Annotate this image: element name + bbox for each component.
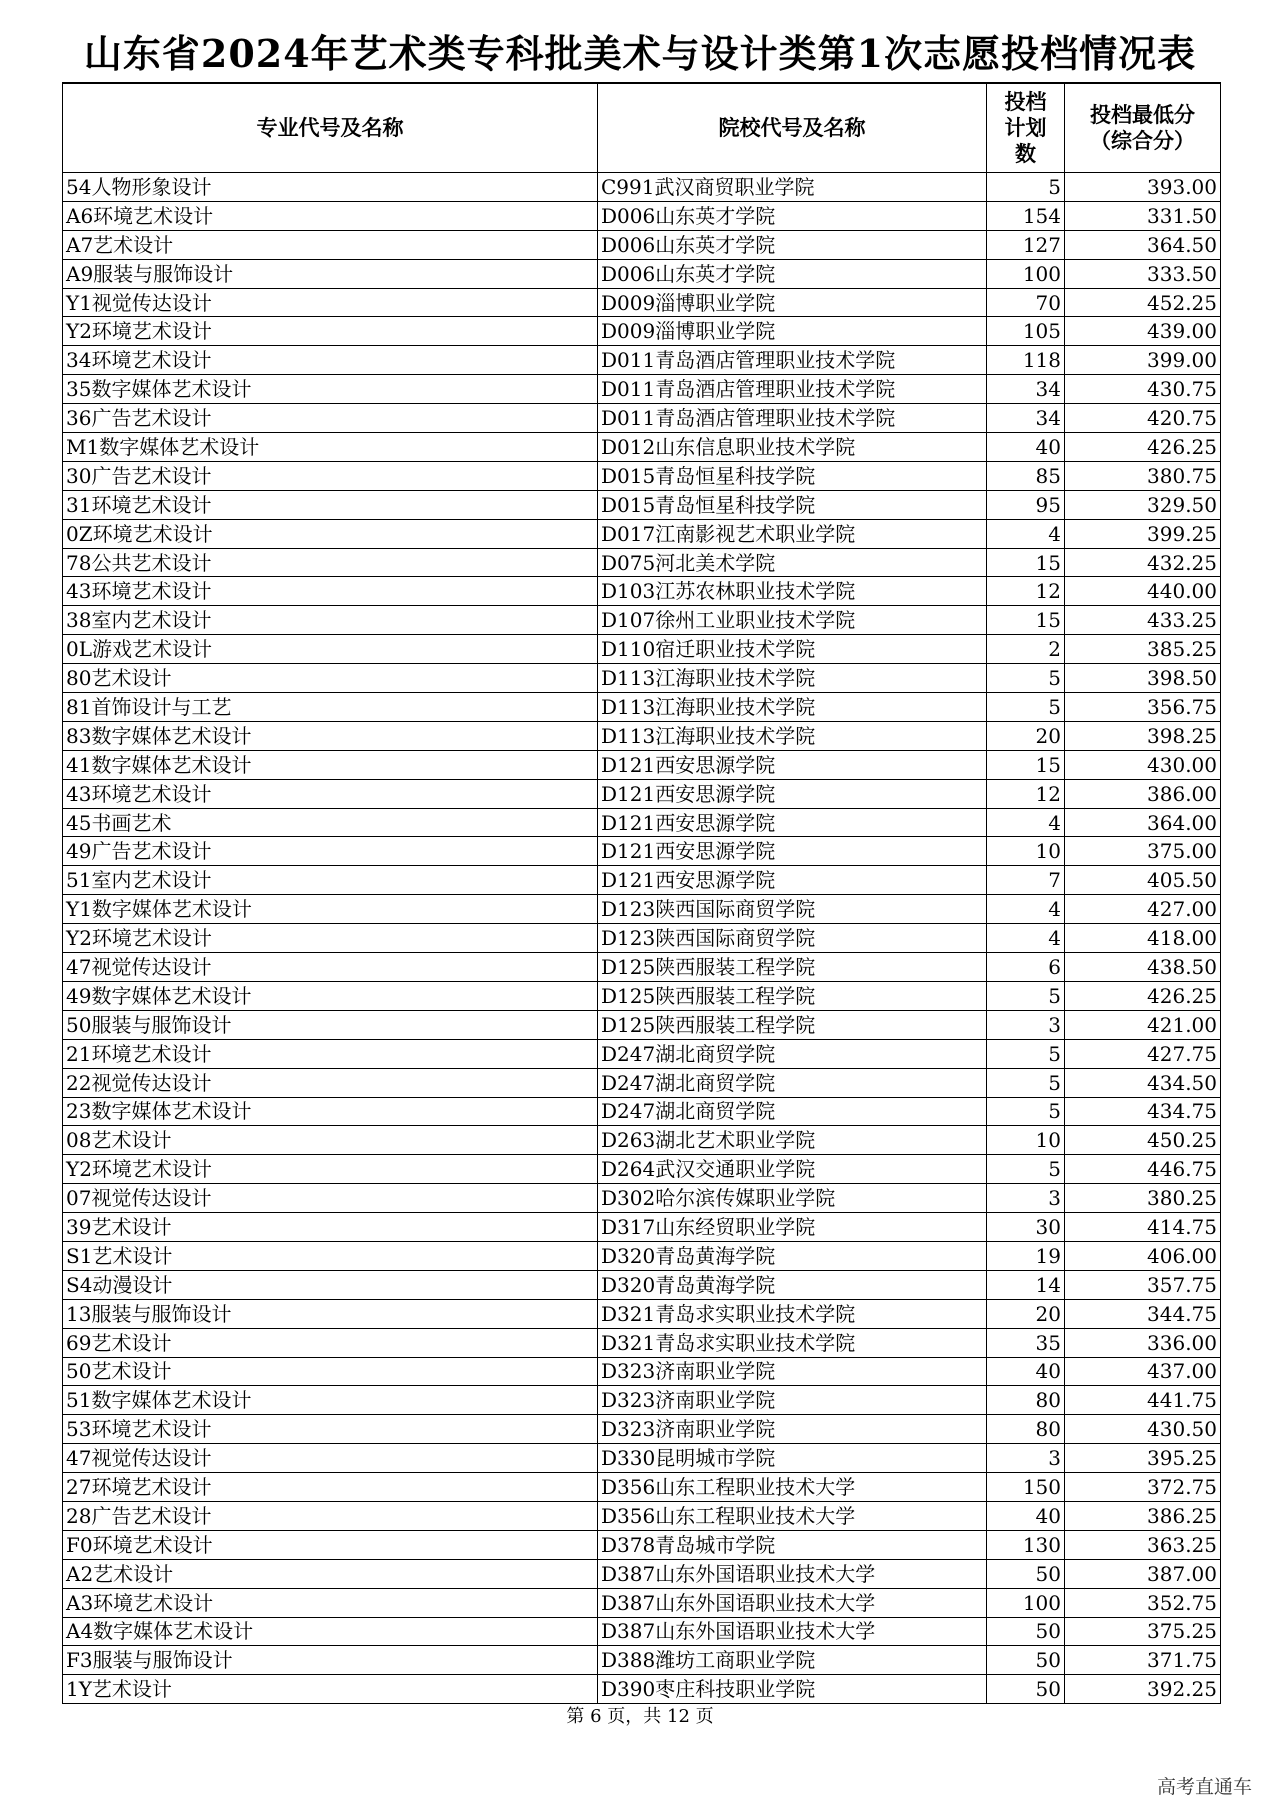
cell-major: 51数字媒体艺术设计 bbox=[63, 1386, 598, 1415]
cell-school: D011青岛酒店管理职业技术学院 bbox=[598, 404, 987, 433]
cell-major: 69艺术设计 bbox=[63, 1328, 598, 1357]
table-row bbox=[63, 1415, 1221, 1444]
cell-major: A3环境艺术设计 bbox=[63, 1588, 598, 1617]
cell-major: 21环境艺术设计 bbox=[63, 1039, 598, 1068]
cell-plan: 5 bbox=[987, 1039, 1065, 1068]
table-body bbox=[63, 173, 1221, 1704]
cell-score: 387.00 bbox=[1065, 1559, 1221, 1588]
cell-score: 357.75 bbox=[1065, 1270, 1221, 1299]
cell-school: D123陕西国际商贸学院 bbox=[598, 924, 987, 953]
cell-school: D125陕西服装工程学院 bbox=[598, 981, 987, 1010]
cell-major: 35数字媒体艺术设计 bbox=[63, 375, 598, 404]
table-row bbox=[63, 375, 1221, 404]
cell-plan: 15 bbox=[987, 548, 1065, 577]
cell-plan: 3 bbox=[987, 1444, 1065, 1473]
cell-major: 13服装与服饰设计 bbox=[63, 1299, 598, 1328]
table-row bbox=[63, 404, 1221, 433]
cell-major: M1数字媒体艺术设计 bbox=[63, 433, 598, 462]
cell-school: D103江苏农林职业技术学院 bbox=[598, 577, 987, 606]
table-row bbox=[63, 1444, 1221, 1473]
cell-major: 30广告艺术设计 bbox=[63, 461, 598, 490]
table-row bbox=[63, 1097, 1221, 1126]
cell-plan: 10 bbox=[987, 837, 1065, 866]
cell-score: 356.75 bbox=[1065, 693, 1221, 722]
table-row bbox=[63, 1270, 1221, 1299]
cell-major: 34环境艺术设计 bbox=[63, 346, 598, 375]
cell-major: 07视觉传达设计 bbox=[63, 1184, 598, 1213]
cell-school: D006山东英才学院 bbox=[598, 259, 987, 288]
cell-school: D121西安思源学院 bbox=[598, 808, 987, 837]
cell-score: 433.25 bbox=[1065, 606, 1221, 635]
cell-plan: 5 bbox=[987, 1068, 1065, 1097]
cell-score: 393.00 bbox=[1065, 173, 1221, 202]
header-plan bbox=[987, 83, 1065, 173]
cell-plan: 105 bbox=[987, 317, 1065, 346]
cell-plan: 85 bbox=[987, 461, 1065, 490]
table-row bbox=[63, 1530, 1221, 1559]
cell-plan: 3 bbox=[987, 1010, 1065, 1039]
cell-plan: 15 bbox=[987, 606, 1065, 635]
cell-plan: 35 bbox=[987, 1328, 1065, 1357]
cell-major: 1Y艺术设计 bbox=[63, 1675, 598, 1704]
table-row bbox=[63, 490, 1221, 519]
cell-score: 352.75 bbox=[1065, 1588, 1221, 1617]
cell-score: 446.75 bbox=[1065, 1155, 1221, 1184]
cell-score: 392.25 bbox=[1065, 1675, 1221, 1704]
cell-major: A9服装与服饰设计 bbox=[63, 259, 598, 288]
cell-major: 38室内艺术设计 bbox=[63, 606, 598, 635]
cell-score: 418.00 bbox=[1065, 924, 1221, 953]
cell-score: 375.25 bbox=[1065, 1617, 1221, 1646]
cell-major: 0L游戏艺术设计 bbox=[63, 635, 598, 664]
cell-major: 43环境艺术设计 bbox=[63, 577, 598, 606]
cell-score: 372.75 bbox=[1065, 1473, 1221, 1502]
cell-school: D388潍坊工商职业学院 bbox=[598, 1646, 987, 1675]
table-row bbox=[63, 201, 1221, 230]
cell-plan: 14 bbox=[987, 1270, 1065, 1299]
cell-school: D356山东工程职业技术大学 bbox=[598, 1473, 987, 1502]
table-row bbox=[63, 259, 1221, 288]
cell-school: D121西安思源学院 bbox=[598, 750, 987, 779]
header-plan-line3: 数 bbox=[1015, 141, 1036, 166]
cell-score: 405.50 bbox=[1065, 866, 1221, 895]
cell-school: D011青岛酒店管理职业技术学院 bbox=[598, 375, 987, 404]
cell-school: D012山东信息职业技术学院 bbox=[598, 433, 987, 462]
cell-score: 426.25 bbox=[1065, 981, 1221, 1010]
table-row bbox=[63, 895, 1221, 924]
cell-plan: 40 bbox=[987, 1501, 1065, 1530]
cell-school: D011青岛酒店管理职业技术学院 bbox=[598, 346, 987, 375]
table-row bbox=[63, 866, 1221, 895]
cell-major: 45书画艺术 bbox=[63, 808, 598, 837]
cell-school: D390枣庄科技职业学院 bbox=[598, 1675, 987, 1704]
cell-school: D264武汉交通职业学院 bbox=[598, 1155, 987, 1184]
cell-major: A4数字媒体艺术设计 bbox=[63, 1617, 598, 1646]
table-row bbox=[63, 1675, 1221, 1704]
cell-school: D330昆明城市学院 bbox=[598, 1444, 987, 1473]
cell-school: D110宿迁职业技术学院 bbox=[598, 635, 987, 664]
cell-school: D356山东工程职业技术大学 bbox=[598, 1501, 987, 1530]
cell-school: D247湖北商贸学院 bbox=[598, 1097, 987, 1126]
cell-major: F0环境艺术设计 bbox=[63, 1530, 598, 1559]
cell-major: 08艺术设计 bbox=[63, 1126, 598, 1155]
table-row bbox=[63, 1184, 1221, 1213]
table-row bbox=[63, 1155, 1221, 1184]
cell-score: 329.50 bbox=[1065, 490, 1221, 519]
cell-plan: 5 bbox=[987, 981, 1065, 1010]
cell-major: S4动漫设计 bbox=[63, 1270, 598, 1299]
cell-school: D323济南职业学院 bbox=[598, 1415, 987, 1444]
cell-score: 434.75 bbox=[1065, 1097, 1221, 1126]
header-score-line2: （综合分） bbox=[1090, 128, 1195, 153]
cell-school: D121西安思源学院 bbox=[598, 837, 987, 866]
cell-major: 22视觉传达设计 bbox=[63, 1068, 598, 1097]
table-row bbox=[63, 1357, 1221, 1386]
cell-score: 420.75 bbox=[1065, 404, 1221, 433]
cell-score: 364.50 bbox=[1065, 230, 1221, 259]
table-row bbox=[63, 519, 1221, 548]
cell-school: D006山东英才学院 bbox=[598, 201, 987, 230]
table-header-row bbox=[63, 83, 1221, 173]
table-row bbox=[63, 1299, 1221, 1328]
cell-major: S1艺术设计 bbox=[63, 1241, 598, 1270]
cell-school: D009淄博职业学院 bbox=[598, 288, 987, 317]
cell-score: 426.25 bbox=[1065, 433, 1221, 462]
watermark: 高考直通车 bbox=[1156, 1777, 1252, 1798]
cell-major: 47视觉传达设计 bbox=[63, 953, 598, 982]
cell-school: D015青岛恒星科技学院 bbox=[598, 461, 987, 490]
cell-school: D302哈尔滨传媒职业学院 bbox=[598, 1184, 987, 1213]
cell-major: 49广告艺术设计 bbox=[63, 837, 598, 866]
cell-major: 31环境艺术设计 bbox=[63, 490, 598, 519]
table-row bbox=[63, 606, 1221, 635]
table-row bbox=[63, 1588, 1221, 1617]
cell-plan: 34 bbox=[987, 404, 1065, 433]
cell-major: 83数字媒体艺术设计 bbox=[63, 721, 598, 750]
cell-plan: 130 bbox=[987, 1530, 1065, 1559]
cell-score: 331.50 bbox=[1065, 201, 1221, 230]
cell-major: 23数字媒体艺术设计 bbox=[63, 1097, 598, 1126]
table-row bbox=[63, 1646, 1221, 1675]
cell-major: A7艺术设计 bbox=[63, 230, 598, 259]
cell-major: Y1数字媒体艺术设计 bbox=[63, 895, 598, 924]
cell-score: 375.00 bbox=[1065, 837, 1221, 866]
cell-plan: 5 bbox=[987, 1097, 1065, 1126]
cell-school: D323济南职业学院 bbox=[598, 1386, 987, 1415]
cell-major: Y2环境艺术设计 bbox=[63, 924, 598, 953]
cell-school: D125陕西服装工程学院 bbox=[598, 1010, 987, 1039]
cell-score: 430.50 bbox=[1065, 1415, 1221, 1444]
cell-plan: 100 bbox=[987, 1588, 1065, 1617]
cell-major: 41数字媒体艺术设计 bbox=[63, 750, 598, 779]
table-row bbox=[63, 981, 1221, 1010]
cell-score: 430.00 bbox=[1065, 750, 1221, 779]
table-row bbox=[63, 664, 1221, 693]
table-row bbox=[63, 779, 1221, 808]
page-title: 山东省2024年艺术类专科批美术与设计类第1次志愿投档情况表 bbox=[83, 31, 1197, 76]
cell-major: A2艺术设计 bbox=[63, 1559, 598, 1588]
cell-school: D121西安思源学院 bbox=[598, 866, 987, 895]
cell-plan: 12 bbox=[987, 577, 1065, 606]
cell-school: D017江南影视艺术职业学院 bbox=[598, 519, 987, 548]
cell-score: 398.50 bbox=[1065, 664, 1221, 693]
cell-major: 27环境艺术设计 bbox=[63, 1473, 598, 1502]
cell-plan: 30 bbox=[987, 1213, 1065, 1242]
cell-score: 371.75 bbox=[1065, 1646, 1221, 1675]
cell-major: 47视觉传达设计 bbox=[63, 1444, 598, 1473]
cell-plan: 5 bbox=[987, 693, 1065, 722]
cell-major: Y1视觉传达设计 bbox=[63, 288, 598, 317]
cell-score: 406.00 bbox=[1065, 1241, 1221, 1270]
cell-plan: 4 bbox=[987, 895, 1065, 924]
cell-plan: 40 bbox=[987, 433, 1065, 462]
cell-major: 53环境艺术设计 bbox=[63, 1415, 598, 1444]
cell-score: 434.50 bbox=[1065, 1068, 1221, 1097]
cell-school: D387山东外国语职业技术大学 bbox=[598, 1617, 987, 1646]
cell-plan: 70 bbox=[987, 288, 1065, 317]
cell-plan: 118 bbox=[987, 346, 1065, 375]
table-row bbox=[63, 693, 1221, 722]
cell-school: D107徐州工业职业技术学院 bbox=[598, 606, 987, 635]
cell-score: 385.25 bbox=[1065, 635, 1221, 664]
cell-major: 54人物形象设计 bbox=[63, 173, 598, 202]
cell-plan: 4 bbox=[987, 519, 1065, 548]
cell-school: D113江海职业技术学院 bbox=[598, 721, 987, 750]
cell-plan: 34 bbox=[987, 375, 1065, 404]
cell-score: 395.25 bbox=[1065, 1444, 1221, 1473]
table-row bbox=[63, 635, 1221, 664]
table-row bbox=[63, 461, 1221, 490]
cell-plan: 50 bbox=[987, 1617, 1065, 1646]
table-row bbox=[63, 1386, 1221, 1415]
header-major: 专业代号及名称 bbox=[63, 83, 598, 173]
cell-major: 50服装与服饰设计 bbox=[63, 1010, 598, 1039]
cell-plan: 3 bbox=[987, 1184, 1065, 1213]
cell-major: 43环境艺术设计 bbox=[63, 779, 598, 808]
cell-major: Y2环境艺术设计 bbox=[63, 317, 598, 346]
cell-plan: 19 bbox=[987, 1241, 1065, 1270]
cell-plan: 4 bbox=[987, 808, 1065, 837]
header-school: 院校代号及名称 bbox=[598, 83, 987, 173]
cell-major: 49数字媒体艺术设计 bbox=[63, 981, 598, 1010]
cell-school: D387山东外国语职业技术大学 bbox=[598, 1559, 987, 1588]
cell-plan: 5 bbox=[987, 1155, 1065, 1184]
cell-school: D247湖北商贸学院 bbox=[598, 1068, 987, 1097]
cell-school: D113江海职业技术学院 bbox=[598, 693, 987, 722]
cell-plan: 80 bbox=[987, 1415, 1065, 1444]
cell-score: 427.75 bbox=[1065, 1039, 1221, 1068]
cell-school: D320青岛黄海学院 bbox=[598, 1241, 987, 1270]
table-row bbox=[63, 346, 1221, 375]
cell-plan: 154 bbox=[987, 201, 1065, 230]
table-row bbox=[63, 288, 1221, 317]
table-row bbox=[63, 721, 1221, 750]
cell-plan: 12 bbox=[987, 779, 1065, 808]
table-row bbox=[63, 1559, 1221, 1588]
table-row bbox=[63, 230, 1221, 259]
table-row bbox=[63, 1328, 1221, 1357]
cell-score: 452.25 bbox=[1065, 288, 1221, 317]
cell-major: 36广告艺术设计 bbox=[63, 404, 598, 433]
cell-score: 364.00 bbox=[1065, 808, 1221, 837]
table-row bbox=[63, 1010, 1221, 1039]
cell-major: 0Z环境艺术设计 bbox=[63, 519, 598, 548]
cell-score: 399.25 bbox=[1065, 519, 1221, 548]
cell-school: D015青岛恒星科技学院 bbox=[598, 490, 987, 519]
cell-school: D121西安思源学院 bbox=[598, 779, 987, 808]
cell-score: 363.25 bbox=[1065, 1530, 1221, 1559]
cell-score: 440.00 bbox=[1065, 577, 1221, 606]
cell-plan: 95 bbox=[987, 490, 1065, 519]
cell-plan: 4 bbox=[987, 924, 1065, 953]
cell-score: 421.00 bbox=[1065, 1010, 1221, 1039]
cell-plan: 20 bbox=[987, 1299, 1065, 1328]
table-row bbox=[63, 1126, 1221, 1155]
table-row bbox=[63, 1068, 1221, 1097]
cell-score: 414.75 bbox=[1065, 1213, 1221, 1242]
cell-plan: 50 bbox=[987, 1646, 1065, 1675]
table-row bbox=[63, 750, 1221, 779]
cell-school: D263湖北艺术职业学院 bbox=[598, 1126, 987, 1155]
cell-score: 386.00 bbox=[1065, 779, 1221, 808]
cell-plan: 10 bbox=[987, 1126, 1065, 1155]
cell-major: 50艺术设计 bbox=[63, 1357, 598, 1386]
cell-school: D320青岛黄海学院 bbox=[598, 1270, 987, 1299]
cell-school: D113江海职业技术学院 bbox=[598, 664, 987, 693]
table-row bbox=[63, 808, 1221, 837]
table-row bbox=[63, 1617, 1221, 1646]
cell-major: Y2环境艺术设计 bbox=[63, 1155, 598, 1184]
cell-school: D009淄博职业学院 bbox=[598, 317, 987, 346]
table-row bbox=[63, 1473, 1221, 1502]
header-score bbox=[1065, 83, 1221, 173]
cell-score: 333.50 bbox=[1065, 259, 1221, 288]
cell-plan: 50 bbox=[987, 1559, 1065, 1588]
cell-school: D317山东经贸职业学院 bbox=[598, 1213, 987, 1242]
cell-plan: 15 bbox=[987, 750, 1065, 779]
cell-score: 438.50 bbox=[1065, 953, 1221, 982]
header-score-line1: 投档最低分 bbox=[1090, 102, 1195, 127]
cell-major: 81首饰设计与工艺 bbox=[63, 693, 598, 722]
cell-score: 344.75 bbox=[1065, 1299, 1221, 1328]
cell-school: D323济南职业学院 bbox=[598, 1357, 987, 1386]
page-footer: 第 6 页，共 12 页 bbox=[566, 1706, 714, 1727]
cell-major: 80艺术设计 bbox=[63, 664, 598, 693]
table-row bbox=[63, 1501, 1221, 1530]
cell-score: 439.00 bbox=[1065, 317, 1221, 346]
cell-plan: 127 bbox=[987, 230, 1065, 259]
table-row bbox=[63, 433, 1221, 462]
cell-score: 430.75 bbox=[1065, 375, 1221, 404]
cell-score: 399.00 bbox=[1065, 346, 1221, 375]
cell-school: D075河北美术学院 bbox=[598, 548, 987, 577]
cell-major: F3服装与服饰设计 bbox=[63, 1646, 598, 1675]
cell-school: D387山东外国语职业技术大学 bbox=[598, 1588, 987, 1617]
cell-plan: 100 bbox=[987, 259, 1065, 288]
table-row bbox=[63, 837, 1221, 866]
cell-plan: 150 bbox=[987, 1473, 1065, 1502]
cell-score: 437.00 bbox=[1065, 1357, 1221, 1386]
cell-major: 39艺术设计 bbox=[63, 1213, 598, 1242]
cell-plan: 50 bbox=[987, 1675, 1065, 1704]
cell-major: 78公共艺术设计 bbox=[63, 548, 598, 577]
table-row bbox=[63, 317, 1221, 346]
table-row bbox=[63, 1213, 1221, 1242]
cell-plan: 5 bbox=[987, 664, 1065, 693]
cell-plan: 7 bbox=[987, 866, 1065, 895]
cell-plan: 40 bbox=[987, 1357, 1065, 1386]
cell-score: 380.25 bbox=[1065, 1184, 1221, 1213]
table-row bbox=[63, 953, 1221, 982]
cell-score: 450.25 bbox=[1065, 1126, 1221, 1155]
cell-school: D321青岛求实职业技术学院 bbox=[598, 1299, 987, 1328]
table-row bbox=[63, 173, 1221, 202]
cell-plan: 5 bbox=[987, 173, 1065, 202]
cell-plan: 80 bbox=[987, 1386, 1065, 1415]
cell-school: D321青岛求实职业技术学院 bbox=[598, 1328, 987, 1357]
cell-plan: 2 bbox=[987, 635, 1065, 664]
table-row bbox=[63, 577, 1221, 606]
cell-score: 380.75 bbox=[1065, 461, 1221, 490]
cell-plan: 6 bbox=[987, 953, 1065, 982]
cell-school: D125陕西服装工程学院 bbox=[598, 953, 987, 982]
cell-school: D378青岛城市学院 bbox=[598, 1530, 987, 1559]
cell-plan: 20 bbox=[987, 721, 1065, 750]
cell-score: 336.00 bbox=[1065, 1328, 1221, 1357]
table-row bbox=[63, 924, 1221, 953]
cell-school: D123陕西国际商贸学院 bbox=[598, 895, 987, 924]
cell-score: 427.00 bbox=[1065, 895, 1221, 924]
cell-school: D006山东英才学院 bbox=[598, 230, 987, 259]
cell-score: 441.75 bbox=[1065, 1386, 1221, 1415]
cell-major: A6环境艺术设计 bbox=[63, 201, 598, 230]
table-row bbox=[63, 1241, 1221, 1270]
cell-school: D247湖北商贸学院 bbox=[598, 1039, 987, 1068]
admission-table bbox=[62, 82, 1221, 1704]
cell-major: 28广告艺术设计 bbox=[63, 1501, 598, 1530]
header-plan-line2: 计划 bbox=[1004, 115, 1047, 140]
cell-score: 398.25 bbox=[1065, 721, 1221, 750]
cell-major: 51室内艺术设计 bbox=[63, 866, 598, 895]
cell-score: 432.25 bbox=[1065, 548, 1221, 577]
cell-score: 386.25 bbox=[1065, 1501, 1221, 1530]
table-row bbox=[63, 1039, 1221, 1068]
header-plan-line1: 投档 bbox=[1004, 89, 1047, 114]
cell-school: C991武汉商贸职业学院 bbox=[598, 173, 987, 202]
table-row bbox=[63, 548, 1221, 577]
